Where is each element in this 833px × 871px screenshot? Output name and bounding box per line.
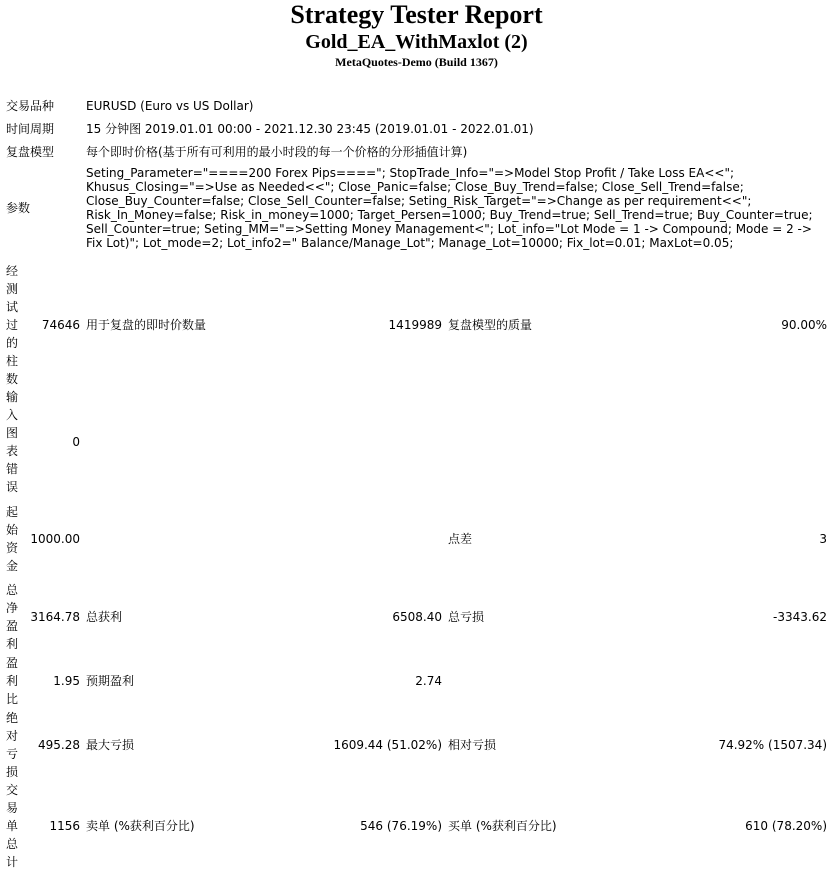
stat-label-2: 预期盈利	[86, 673, 135, 688]
info-row-model	[3, 140, 830, 163]
report-build: MetaQuotes-Demo (Build 1367)	[335, 55, 498, 69]
stat-label-2	[83, 496, 289, 581]
stat-label-3: 复盘模型的质量	[448, 318, 533, 332]
stat-value: 1000.00	[30, 531, 80, 546]
stat-label-3: 总亏损	[448, 610, 485, 624]
info-row-symbol	[3, 94, 830, 117]
stat-value-3: -3343.62	[773, 610, 827, 624]
info-row-parameters	[3, 163, 830, 253]
stat-value-2	[289, 388, 445, 496]
stat-label-3: 买单 (%获利百分比)	[448, 819, 557, 833]
stats-row	[3, 708, 830, 781]
stat-value-3: 90.00%	[781, 318, 827, 332]
stat-value-3: 3	[819, 531, 827, 546]
stat-label-3	[445, 653, 638, 708]
stats-row	[3, 581, 830, 653]
stats-row	[3, 388, 830, 496]
stats-table	[3, 262, 830, 871]
stat-label-3: 点差	[448, 531, 473, 546]
stat-label-3: 相对亏损	[448, 737, 497, 752]
stat-value-2	[289, 496, 445, 581]
stats-row	[3, 262, 830, 388]
stat-value-3: 610 (78.20%)	[745, 819, 827, 833]
stat-value-3	[638, 653, 830, 708]
stat-value-2: 546 (76.19%)	[360, 819, 442, 833]
stat-label-2: 卖单 (%获利百分比)	[86, 819, 195, 833]
stat-label-2	[83, 388, 289, 496]
stat-label: 输入图表错误	[6, 390, 19, 494]
stat-value: 1156	[49, 819, 80, 833]
stat-value-2: 6508.40	[392, 610, 442, 624]
stat-value: 495.28	[38, 737, 80, 752]
info-value: 每个即时价格(基于所有可利用的最小时段的每一个价格的分形插值计算)	[86, 144, 468, 159]
info-value: EURUSD (Euro vs US Dollar)	[86, 98, 254, 113]
stat-value-3: 74.92% (1507.34)	[718, 737, 827, 752]
stat-label-2: 总获利	[86, 610, 123, 624]
stat-label-3	[445, 388, 638, 496]
stat-value: 3164.78	[30, 610, 80, 624]
stat-label: 交易单总计	[6, 783, 19, 869]
stats-row	[3, 781, 830, 871]
stat-value: 0	[72, 435, 80, 449]
stat-value: 1.95	[53, 673, 80, 688]
stat-value-2: 1609.44 (51.02%)	[333, 737, 442, 752]
stats-row	[3, 496, 830, 581]
stat-label: 起始资金	[6, 504, 19, 573]
stat-value: 74646	[41, 318, 80, 332]
info-row-period	[3, 117, 830, 140]
info-label: 交易品种	[6, 98, 55, 113]
stat-label-2: 用于复盘的即时价数量	[86, 318, 207, 332]
info-label: 复盘模型	[6, 144, 55, 159]
stat-label: 经测试过的柱数	[6, 264, 19, 386]
stat-value-2: 2.74	[415, 673, 442, 688]
stat-value-2: 1419989	[388, 318, 442, 332]
stat-label: 总净盈利	[6, 583, 19, 651]
stat-label: 盈利比	[6, 655, 19, 706]
stat-value-3	[638, 388, 830, 496]
report-header	[0, 0, 833, 70]
info-table	[3, 94, 830, 253]
report-title: Strategy Tester Report	[290, 0, 543, 29]
stats-row	[3, 653, 830, 708]
report-subtitle: Gold_EA_WithMaxlot (2)	[305, 31, 528, 53]
info-label: 时间周期	[6, 121, 55, 136]
info-label: 参数	[6, 201, 31, 215]
info-value: Seting_Parameter="====200 Forex Pips===="; StopTrade_Info="=>Model Stop Profit / Take Loss EA<<"; Khusus_Closing="=>Use as Needed<<"; Close_Panic=false; Close_Buy_Trend=false; Close_Sell_Trend=false; Close_Buy_Counter=false; Close_Sell_Counter=false; Seting_Risk_Target="=>Change as per requirement<<"; Risk_In_Money=false; Risk_in_money=1000; Target_Persen=1000; Buy_Trend=true; Sell_Trend=true; Buy_Counter=true; Sell_Counter=true; Seting_MM="=>Setting Money Management<"; Lot_info="Lot Mode = 1 -> Compound; Mode = 2 -> Fix Lot)"; Lot_mode=2; Lot_info2=" Balance/Manage_Lot"; Manage_Lot=10000; Fix_lot=0.01; MaxLot=0.05;	[86, 166, 813, 250]
info-value: 15 分钟图 2019.01.01 00:00 - 2021.12.30 23:45 (2019.01.01 - 2022.01.01)	[86, 121, 534, 136]
stat-label: 绝对亏损	[6, 710, 19, 779]
stat-label-2: 最大亏损	[86, 737, 135, 752]
